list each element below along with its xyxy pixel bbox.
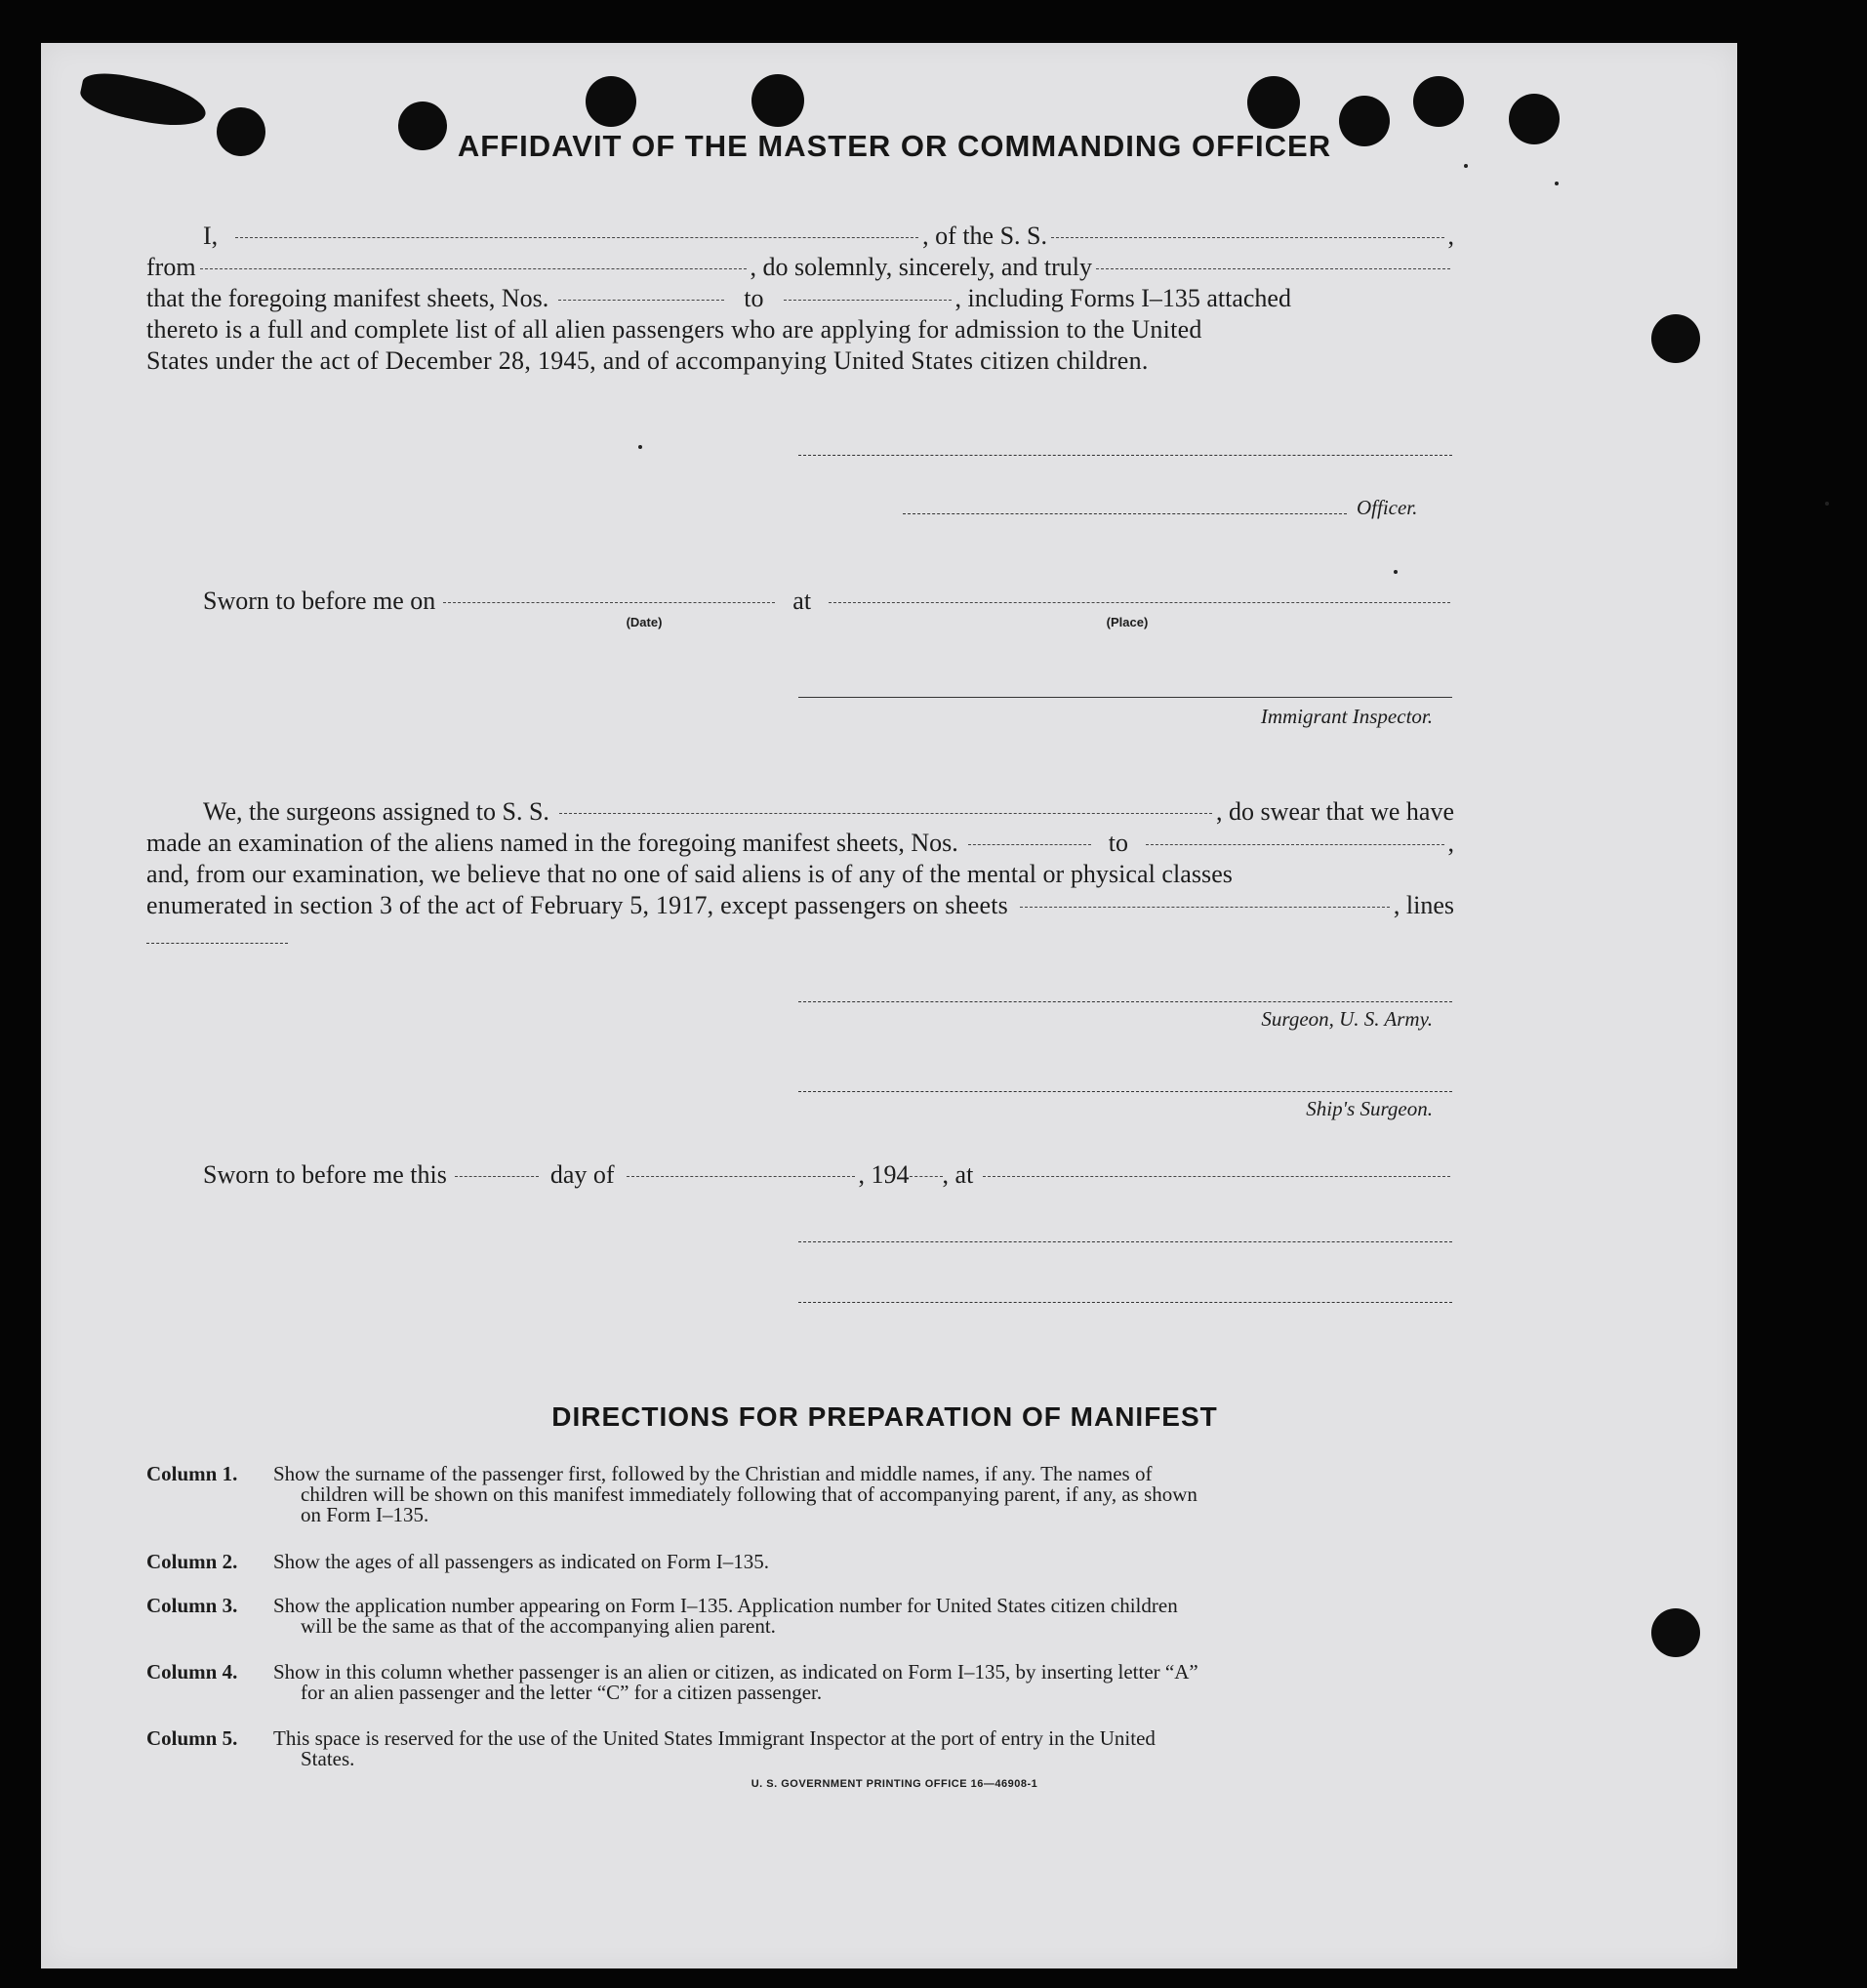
except-lines-field[interactable] [146,943,288,944]
surgeons-text: , do swear that we have [1215,797,1454,826]
direction-column-label: Column 5. [146,1726,238,1750]
speck [1464,164,1468,168]
surgeons-line-2 [146,828,1454,859]
surgeons-line-1 [203,796,1454,828]
punch-hole [1247,76,1300,129]
direction-column-label: Column 3. [146,1594,238,1617]
speck [1555,182,1559,185]
direction-column-label: Column 2. [146,1550,238,1573]
speck [1825,502,1829,506]
affidavit-text: that the foregoing manifest sheets, Nos. [146,284,549,312]
affidavit-line-1 [203,221,1454,252]
sworn-text: Sworn to before me on [203,587,436,615]
direction-text [273,1596,1454,1637]
affidavit-line-4 [146,314,1454,345]
directions-title: DIRECTIONS FOR PREPARATION OF MANIFEST [551,1401,1218,1432]
except-sheets-field[interactable] [1020,907,1390,908]
affidavit-line-2 [146,252,1454,283]
affidavit-text: thereto is a full and complete list of all alien passengers who are applying for admission to the United [146,315,1202,344]
ship-surgeon-signature-line[interactable] [798,1091,1452,1092]
punch-hole [751,74,804,127]
inspector-caption: Immigrant Inspector. [1260,705,1433,728]
surgeon-ship-field[interactable] [559,813,1212,814]
affidavit-text: , [1447,222,1454,250]
direction-text-line: will be the same as that of the accompanying alien parent. [301,1614,776,1638]
sheet-to-field[interactable] [784,300,952,301]
sworn2-text: Sworn to before me this [203,1160,447,1189]
direction-column-label: Column 4. [146,1660,238,1684]
direction-column-label: Column 1. [146,1462,238,1485]
speck [1394,570,1398,574]
direction-text [273,1662,1454,1703]
direction-text-line: Show in this column whether passenger is an alien or citizen, as indicated on Form I–135, by inserting letter “A” [273,1660,1198,1684]
ship-surgeon-caption: Ship's Surgeon. [1306,1097,1433,1120]
sworn-line-1 [203,586,1454,617]
direction-text [273,1552,1454,1572]
army-surgeon-signature-line[interactable] [798,1001,1452,1002]
affidavit-text: from [146,253,196,281]
inspector-signature-line[interactable] [798,697,1452,698]
direction-text-line: Show the surname of the passenger first, followed by the Christian and middle names, if any. The names of [273,1462,1153,1485]
affidavit-line-3 [146,283,1454,314]
surgeons-text: , lines [1393,891,1454,919]
direction-text-line: Show the ages of all passengers as indicated on Form I–135. [273,1550,769,1573]
sworn-date-field[interactable] [443,602,775,603]
army-surgeon-caption: Surgeon, U. S. Army. [1261,1007,1433,1031]
sworn2-text: , at [942,1160,974,1189]
direction-text-line: Show the application number appearing on Form I–135. Application number for United States citizen children [273,1594,1178,1617]
form-title: AFFIDAVIT OF THE MASTER OR COMMANDING OFFICER [457,129,1332,163]
sworn2-text: day of [549,1160,615,1189]
direction-text-line: on Form I–135. [301,1503,429,1526]
direction-text [273,1464,1454,1525]
punch-hole [586,76,636,127]
affidavit-text: States under the act of December 28, 1945, and of accompanying United States citizen children. [146,346,1149,375]
direction-text-line: for an alien passenger and the letter “C” for a citizen passenger. [301,1681,823,1704]
affidavit-line-5 [146,345,1454,377]
punch-hole [1413,76,1464,127]
officer-caption: Officer. [1357,496,1418,519]
affidavit-text: I, [203,222,219,250]
surgeons-text: enumerated in section 3 of the act of February 5, 1917, except passengers on sheets [146,891,1008,919]
affidavit-text: , of the S. S. [922,222,1048,250]
sworn2-place-field[interactable] [983,1176,1450,1177]
officer-signature-line-2[interactable] [798,1241,1452,1242]
day-field[interactable] [455,1176,539,1177]
sworn-text: at [792,587,812,615]
officer-title-line-2[interactable] [798,1302,1452,1303]
printing-office-footer: U. S. GOVERNMENT PRINTING OFFICE 16—46908-1 [751,1778,1038,1790]
sworn2-text: , 194 [858,1160,910,1189]
surgeons-line-4 [146,890,1454,921]
ship-name-field[interactable] [1051,237,1443,238]
surgeons-text: made an examination of the aliens named in the foregoing manifest sheets, Nos. [146,829,958,857]
direction-text-line: This space is reserved for the use of the United States Immigrant Inspector at the port of entry in the United [273,1726,1156,1750]
sworn-place-field[interactable] [829,602,1450,603]
affirmation-field[interactable] [1096,268,1450,269]
direction-text [273,1728,1454,1769]
affidavit-text: to [744,284,764,312]
affidavit-text: , including Forms I–135 attached [954,284,1291,312]
surgeons-text: to [1108,829,1128,857]
surgeons-text: We, the surgeons assigned to S. S. [203,797,549,826]
sheet-from-field[interactable] [558,300,724,301]
direction-text-line: children will be shown on this manifest immediately following that of accompanying parent, if any, as shown [301,1482,1197,1506]
officer-title-line[interactable] [903,513,1347,514]
sworn-line-2 [203,1159,1454,1191]
direction-text-line: States. [301,1747,355,1770]
departure-port-field[interactable] [200,268,747,269]
surgeons-text: and, from our examination, we believe that no one of said aliens is of any of the mental or physical classes [146,860,1233,888]
month-field[interactable] [627,1176,855,1177]
place-caption: (Place) [1106,615,1149,629]
punch-hole [1651,314,1700,363]
speck [638,445,642,449]
punch-hole [1651,1608,1700,1657]
surgeons-line-3 [146,859,1454,890]
date-caption: (Date) [626,615,663,629]
officer-signature-line[interactable] [798,455,1452,456]
surgeons-text: , [1447,829,1454,857]
year-field[interactable] [910,1176,943,1177]
name-field[interactable] [235,237,918,238]
affidavit-text: , do solemnly, sincerely, and truly [750,253,1092,281]
surgeon-sheet-from-field[interactable] [968,844,1091,845]
surgeon-sheet-to-field[interactable] [1146,844,1444,845]
